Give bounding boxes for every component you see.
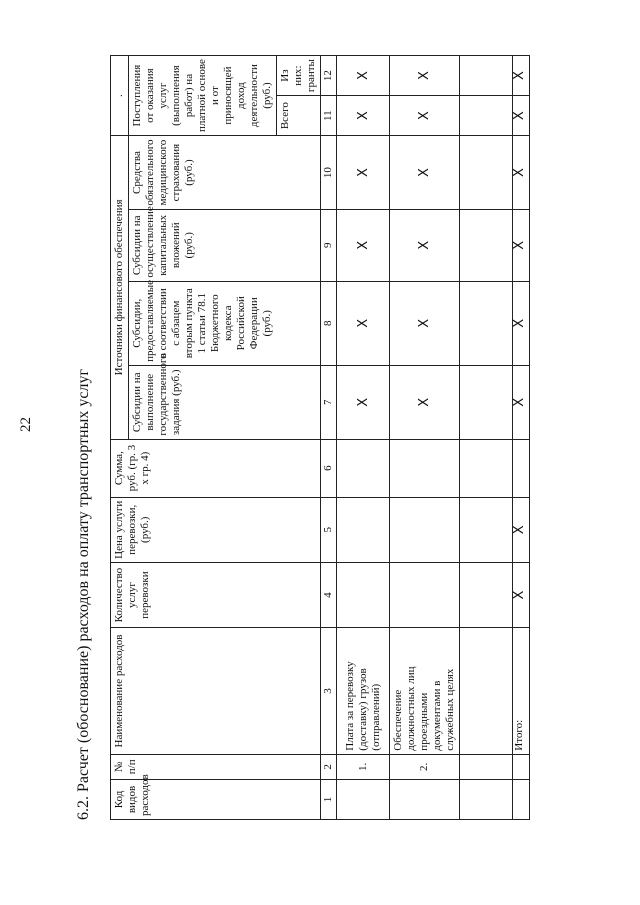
- cell-sum: [337, 439, 390, 497]
- header-name: Наименование расходов: [111, 628, 321, 754]
- cell-empty: [460, 779, 513, 819]
- total-src5-total: X: [513, 96, 530, 136]
- cell-code: [337, 779, 390, 819]
- col-number: 11: [321, 96, 337, 136]
- total-src1: X: [513, 365, 530, 439]
- total-row: [513, 56, 530, 820]
- col-number: 8: [321, 281, 337, 365]
- header-code: Код видов расходов: [111, 779, 321, 819]
- header-dot: .: [111, 56, 129, 136]
- cell-empty: [460, 136, 513, 210]
- cell-src3: X: [337, 209, 390, 281]
- cell-src4: X: [390, 136, 460, 210]
- col-number: 2: [321, 754, 337, 779]
- cell-name: Плата за перевозку (доставку) грузов (отправлений): [337, 628, 390, 754]
- cell-empty: [460, 96, 513, 136]
- header-src1: Субсидии на выполнение государственного задания (руб.): [129, 365, 321, 439]
- cell-src5-grants: X: [337, 56, 390, 96]
- header-sum: Сумма, руб. (гр. 3 х гр. 4): [111, 439, 321, 497]
- col-number: 5: [321, 497, 337, 562]
- cell-empty: [460, 56, 513, 96]
- header-row-1: [111, 56, 129, 820]
- col-number: 6: [321, 439, 337, 497]
- cell-npp: [513, 754, 530, 779]
- cell-sum: [390, 439, 460, 497]
- total-src3: X: [513, 209, 530, 281]
- col-number: 10: [321, 136, 337, 210]
- col-number: 4: [321, 562, 337, 627]
- col-number: 9: [321, 209, 337, 281]
- col-number: 1: [321, 779, 337, 819]
- cell-src2: X: [337, 281, 390, 365]
- header-npp: № п/п: [111, 754, 321, 779]
- page-title: 6.2. Расчет (обоснование) расходов на оплату транспортных услуг: [75, 368, 92, 820]
- cell-src1: X: [390, 365, 460, 439]
- header-src3: Субсидии на осуществление капитальных вложений (руб.): [129, 209, 321, 281]
- cell-src5-grants: X: [390, 56, 460, 96]
- table-row: [337, 56, 390, 820]
- cell-code: [513, 779, 530, 819]
- total-src2: X: [513, 281, 530, 365]
- col-number: 12: [321, 56, 337, 96]
- cell-code: [390, 779, 460, 819]
- cell-src5-total: X: [390, 96, 460, 136]
- cell-empty: [460, 439, 513, 497]
- cell-name: Обеспечение должностных лиц проездными документами в служебных целях: [390, 628, 460, 754]
- rotated-page: [73, 30, 527, 820]
- cell-npp: 1.: [337, 754, 390, 779]
- cell-price: [390, 497, 460, 562]
- header-src5-grants: Из них: гранты: [277, 56, 321, 96]
- cell-empty: [460, 497, 513, 562]
- col-number: 3: [321, 628, 337, 754]
- total-qty: X: [513, 562, 530, 627]
- header-src2: Субсидии, предоставляемые в соответствии с абзацем вторым пункта 1 статьи 78.1 Бюджетного кодекса Российской Федерации (руб.): [129, 281, 321, 365]
- header-src4: Средства обязательного медицинского страхования (руб.): [129, 136, 321, 210]
- cell-src3: X: [390, 209, 460, 281]
- cell-qty: [390, 562, 460, 627]
- header-src5: Поступления от оказания услуг (выполнения работ) на платной основе и от приносящей доход деятельности (руб.): [129, 56, 277, 136]
- cell-price: [337, 497, 390, 562]
- cell-empty: [460, 754, 513, 779]
- table-row: [390, 56, 460, 820]
- header-src5-total: Всего: [277, 96, 321, 136]
- cell-src4: X: [337, 136, 390, 210]
- cell-empty: [460, 365, 513, 439]
- cell-empty: [460, 281, 513, 365]
- total-label: Итого:: [513, 628, 530, 754]
- cell-src2: X: [390, 281, 460, 365]
- table-row-empty: [460, 56, 513, 820]
- cell-qty: [337, 562, 390, 627]
- cell-empty: [460, 562, 513, 627]
- column-number-row: [321, 56, 337, 820]
- header-qty: Количество услуг перевозки: [111, 562, 321, 627]
- header-sources: Источники финансового обеспечения: [111, 136, 129, 439]
- header-price: Цена услуги перевозки, (руб.): [111, 497, 321, 562]
- total-sum: [513, 439, 530, 497]
- expense-table: [110, 55, 530, 820]
- col-number: 7: [321, 365, 337, 439]
- total-price: X: [513, 497, 530, 562]
- page-number: 22: [18, 417, 34, 432]
- cell-src5-total: X: [337, 96, 390, 136]
- total-src4: X: [513, 136, 530, 210]
- cell-empty: [460, 209, 513, 281]
- cell-src1: X: [337, 365, 390, 439]
- total-src5-grants: X: [513, 56, 530, 96]
- cell-empty: [460, 628, 513, 754]
- cell-npp: 2.: [390, 754, 460, 779]
